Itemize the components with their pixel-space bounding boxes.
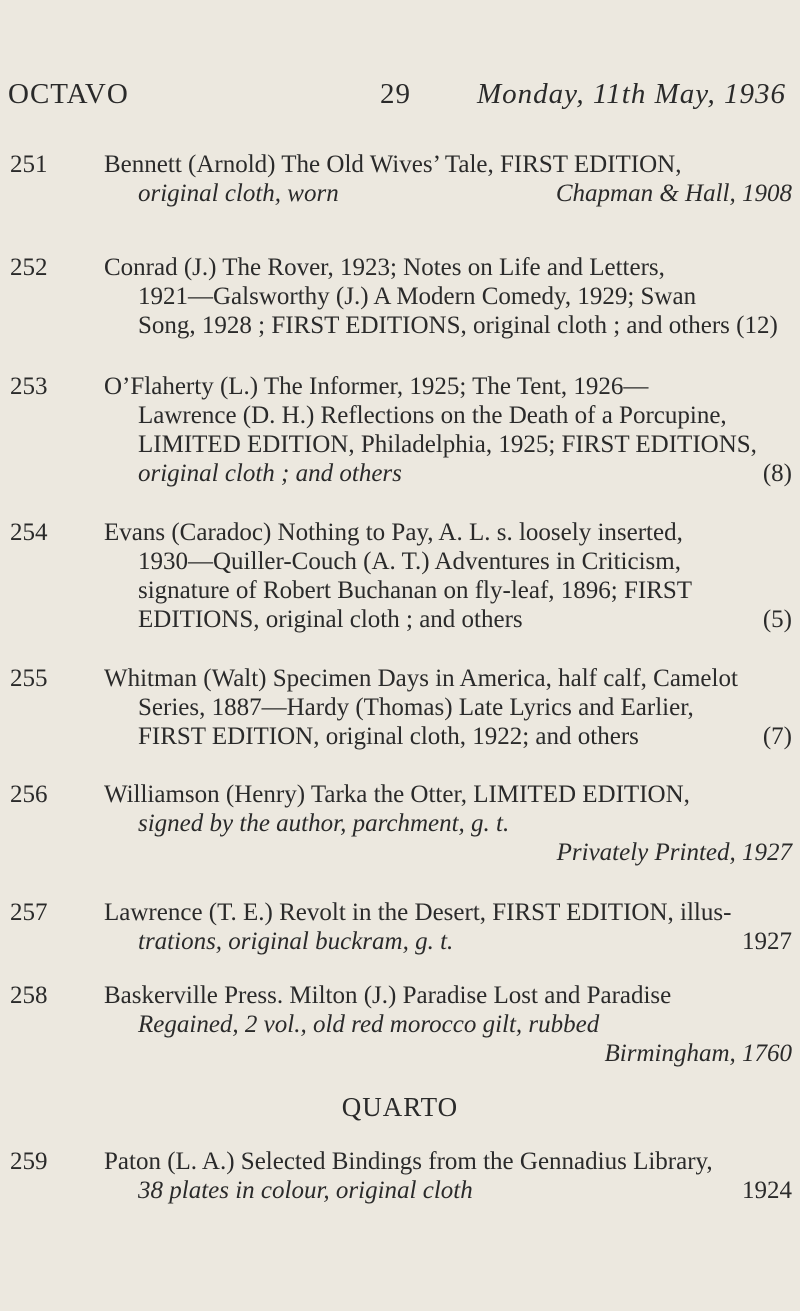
lot-line [104,809,792,838]
lot-line [104,1010,792,1039]
lot-line: Whitman (Walt) Specimen Days in America, half calf, Camelot [104,665,738,692]
lot-line-binding: original cloth ; and others [138,460,402,487]
lot-line: Lawrence (T. E.) Revolt in the Desert, FIRST EDITION, illus- [104,899,732,926]
lot-number: 258 [10,982,48,1009]
lot-line: O’Flaherty (L.) The Informer, 1925; The Tent, 1926— [104,373,649,400]
lot-line-binding: 38 plates in colour, original cloth [138,1177,473,1204]
lot-description [104,372,792,488]
lot-line: 1930—Quiller-Couch (A. T.) Adventures in Criticism, [138,548,681,575]
lot-line-binding: FIRST EDITION, original cloth, 1922; and others [138,723,639,750]
page-header [0,78,800,118]
lot-line-binding: signed by the author, parchment, g. t. [138,810,510,837]
lot-line: LIMITED EDITION, Philadelphia, 1925; FIRST EDITIONS, [138,431,757,458]
lot-line: Lawrence (D. H.) Reflections on the Death of a Porcupine, [138,402,727,429]
lot-count: (8) [762,460,792,487]
lot-line [104,1176,792,1205]
lot-date: 1927 [742,928,792,955]
lot-line-binding: EDITIONS, original cloth ; and others [138,606,523,633]
lot-imprint [104,838,792,867]
lot-line-binding: Regained, 2 vol., old red morocco gilt, rubbed [138,1011,600,1038]
lot-line: 1921—Galsworthy (J.) A Modern Comedy, 1929; Swan [138,283,697,310]
lot-line: Song, 1928 ; FIRST EDITIONS, original cloth ; and others (12) [138,312,778,339]
lot-line: Evans (Caradoc) Nothing to Pay, A. L. s. loosely inserted, [104,519,683,546]
lot-imprint [104,1039,792,1068]
lot-line-binding: trations, original buckram, g. t. [138,928,454,955]
lot-date: 1924 [742,1177,792,1204]
lot-line: Series, 1887—Hardy (Thomas) Late Lyrics and Earlier, [138,694,694,721]
lot-number: 251 [10,151,48,178]
lot-line: Paton (L. A.) Selected Bindings from the Gennadius Library, [104,1148,713,1175]
lot-imprint-text: Privately Printed, 1927 [556,839,792,866]
lot-description [104,253,792,340]
lot-description [104,518,792,634]
lot-line: Conrad (J.) The Rover, 1923; Notes on Life and Letters, [104,254,665,281]
lot-number: 255 [10,665,48,692]
lot-description [104,1147,792,1205]
lot-number: 257 [10,899,48,926]
page-number: 29 [380,78,411,110]
lot-number: 259 [10,1148,48,1175]
lot-number: 252 [10,254,48,281]
lot-number: 253 [10,373,48,400]
lot-number: 256 [10,781,48,808]
lot-line [104,459,792,488]
sale-date: Monday, 11th May, 1936 [476,78,786,110]
lot-imprint-text: Birmingham, 1760 [604,1040,792,1067]
format-label: OCTAVO [8,78,129,110]
lot-description [104,981,792,1068]
lot-count: (7) [762,723,792,750]
lot-count: (5) [762,606,792,633]
lot-description [104,780,792,867]
lot-line: Williamson (Henry) Tarka the Otter, LIMITED EDITION, [104,781,690,808]
lot-description [104,150,792,208]
lot-line: Baskerville Press. Milton (J.) Paradise Lost and Paradise [104,982,672,1009]
lot-line [104,605,792,634]
lot-line-binding: original cloth, worn [138,180,339,207]
lot-imprint: Chapman & Hall, 1908 [555,180,792,207]
lot-line [104,927,792,956]
lot-line [104,179,792,208]
lot-number: 254 [10,519,48,546]
lot-line: Bennett (Arnold) The Old Wives’ Tale, FIRST EDITION, [104,151,682,178]
lot-line [104,722,792,751]
section-heading: QUARTO [341,1092,459,1122]
lot-line: signature of Robert Buchanan on fly-leaf, 1896; FIRST [138,577,693,604]
lot-description [104,664,792,751]
lot-description [104,898,792,956]
